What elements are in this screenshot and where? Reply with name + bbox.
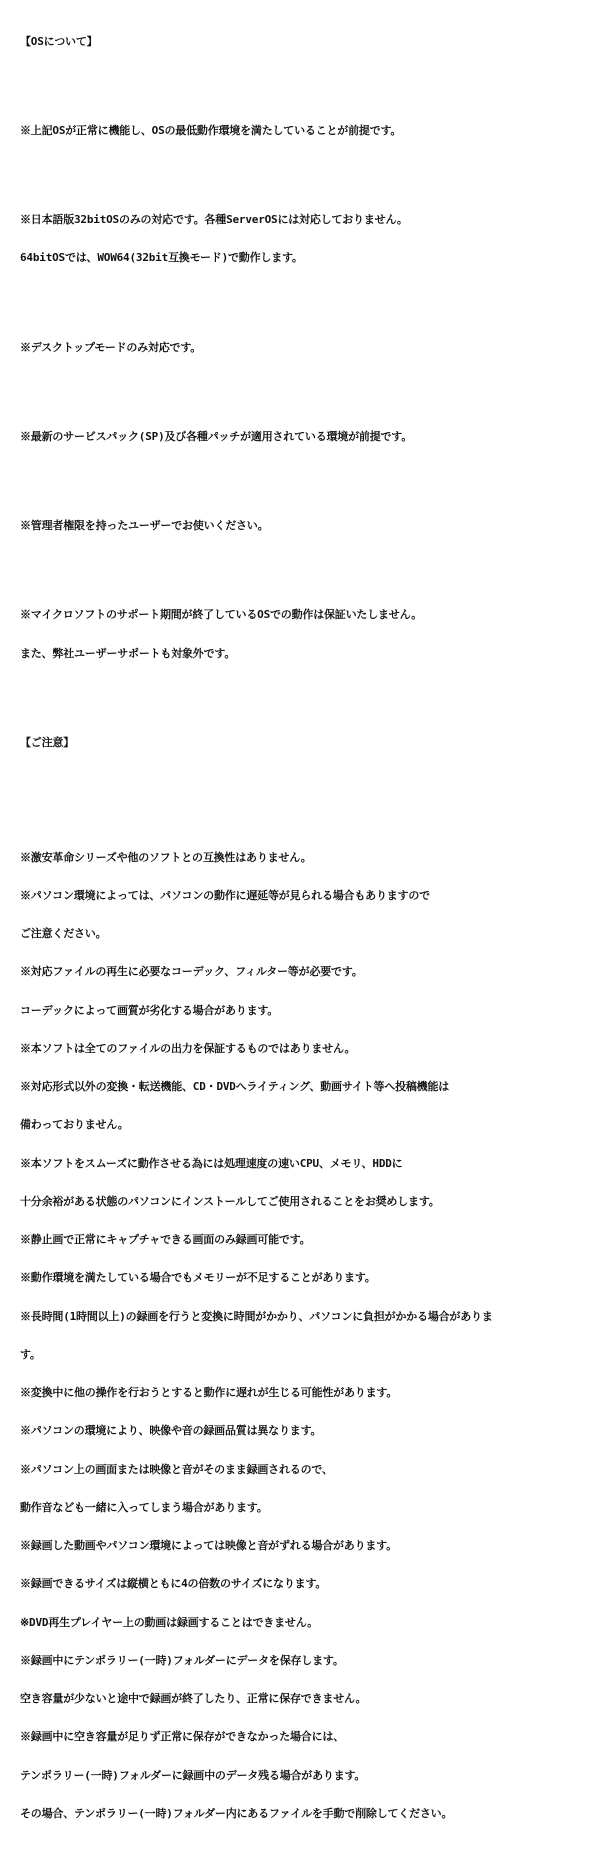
note-line: ※録画した動画やパソコン環境によっては映像と音がずれる場合があります。: [20, 1539, 397, 1552]
note-line: ※変換中に他の操作を行おうとすると動作に遅れが生じる可能性があります。: [20, 1386, 398, 1399]
note-line: ※動作環境を満たしている場合でもメモリーが不足することがあります。: [20, 1271, 376, 1285]
os-note-line: 64bitOSでは、WOW64(32bit互換モード)で動作します。: [20, 251, 303, 265]
notes-section-heading: 【ご注意】: [20, 735, 74, 749]
spacer: [20, 163, 596, 176]
spacer: [20, 74, 596, 87]
document-body: [20, 10, 596, 1859]
note-line: 動作音なども一緒に入ってしまう場合があります。: [20, 1500, 268, 1514]
note-line: ※対応ファイルの再生に必要なコーデック、フィルター等が必要です。: [20, 965, 363, 979]
note-line: ご注意ください。: [20, 927, 107, 940]
note-line: す。: [20, 1347, 41, 1361]
spacer: [20, 686, 596, 699]
note-line: ※対応形式以外の変換・転送機能、CD・DVDへライティング、動画サイト等へ投稿機能は: [20, 1080, 450, 1093]
spacer: [20, 291, 596, 304]
note-line: ※本ソフトは全てのファイルの出力を保証するものではありません。: [20, 1041, 356, 1055]
note-line: ※録画中に空き容量が足りず正常に保存ができなかった場合には、: [20, 1730, 344, 1744]
os-note-line: ※管理者権限を持ったユーザーでお使いください。: [20, 519, 269, 532]
os-note-line: ※日本語版32bitOSのみの対応です。各種ServerOSには対応しておりません。: [20, 213, 408, 226]
os-note-line: ※マイクロソフトのサポート期間が終了しているOSでの動作は保証いたしません。: [20, 608, 422, 622]
note-line: ※静止画で正常にキャプチャできる画面のみ録画可能です。: [20, 1233, 311, 1246]
note-line: ※長時間(1時間以上)の録画を行うと変換に時間がかかり、パソコンに負担がかかる場合がありま: [20, 1309, 493, 1323]
note-line: ※パソコンの環境により、映像や音の録画品質は異なります。: [20, 1424, 322, 1438]
spacer: [20, 558, 596, 571]
note-line: 備わっておりません。: [20, 1118, 129, 1132]
note-line: ※パソコン上の画面または映像と音がそのまま録画されるので、: [20, 1462, 333, 1476]
note-line: その場合、テンポラリー(一時)フォルダー内にあるファイルを手動で削除してください。: [20, 1806, 453, 1820]
notes-list: [20, 826, 596, 1846]
spacer: [20, 469, 596, 482]
note-line: ※本ソフトをスムーズに動作させる為には処理速度の速いCPU、メモリ、HDDに: [20, 1156, 403, 1170]
note-line: 空き容量が少ないと途中で録画が終了したり、正常に保存できません。: [20, 1692, 367, 1705]
note-line: ※録画できるサイズは縦横ともに4の倍数のサイズになります。: [20, 1577, 327, 1591]
note-line: 十分余裕がある状態のパソコンにインストールしてご使用されることをお奨めします。: [20, 1194, 440, 1208]
os-note-line: ※最新のサービスパック(SP)及び各種パッチが適用されている環境が前提です。: [20, 429, 413, 443]
os-section-heading: 【OSについて】: [20, 34, 98, 48]
note-line: ※パソコン環境によっては、パソコンの動作に遅延等が見られる場合もありますので: [20, 888, 430, 902]
spacer: [20, 775, 596, 788]
os-note-line: また、弊社ユーザーサポートも対象外です。: [20, 646, 236, 660]
note-line: ※録画中にテンポラリー(一時)フォルダーにデータを保存します。: [20, 1653, 344, 1667]
spacer: [20, 380, 596, 393]
note-line: ※DVD再生プレイヤー上の動画は録画することはできません。: [20, 1615, 318, 1629]
note-line: テンポラリー(一時)フォルダーに録画中のデータ残る場合があります。: [20, 1768, 366, 1782]
os-note-line: ※デスクトップモードのみ対応です。: [20, 340, 202, 354]
note-line: ※激安革命シリーズや他のソフトとの互換性はありません。: [20, 850, 312, 864]
note-line: コーデックによって画質が劣化する場合があります。: [20, 1003, 279, 1017]
os-note-line: ※上記OSが正常に機能し、OSの最低動作環境を満たしていることが前提です。: [20, 123, 402, 137]
